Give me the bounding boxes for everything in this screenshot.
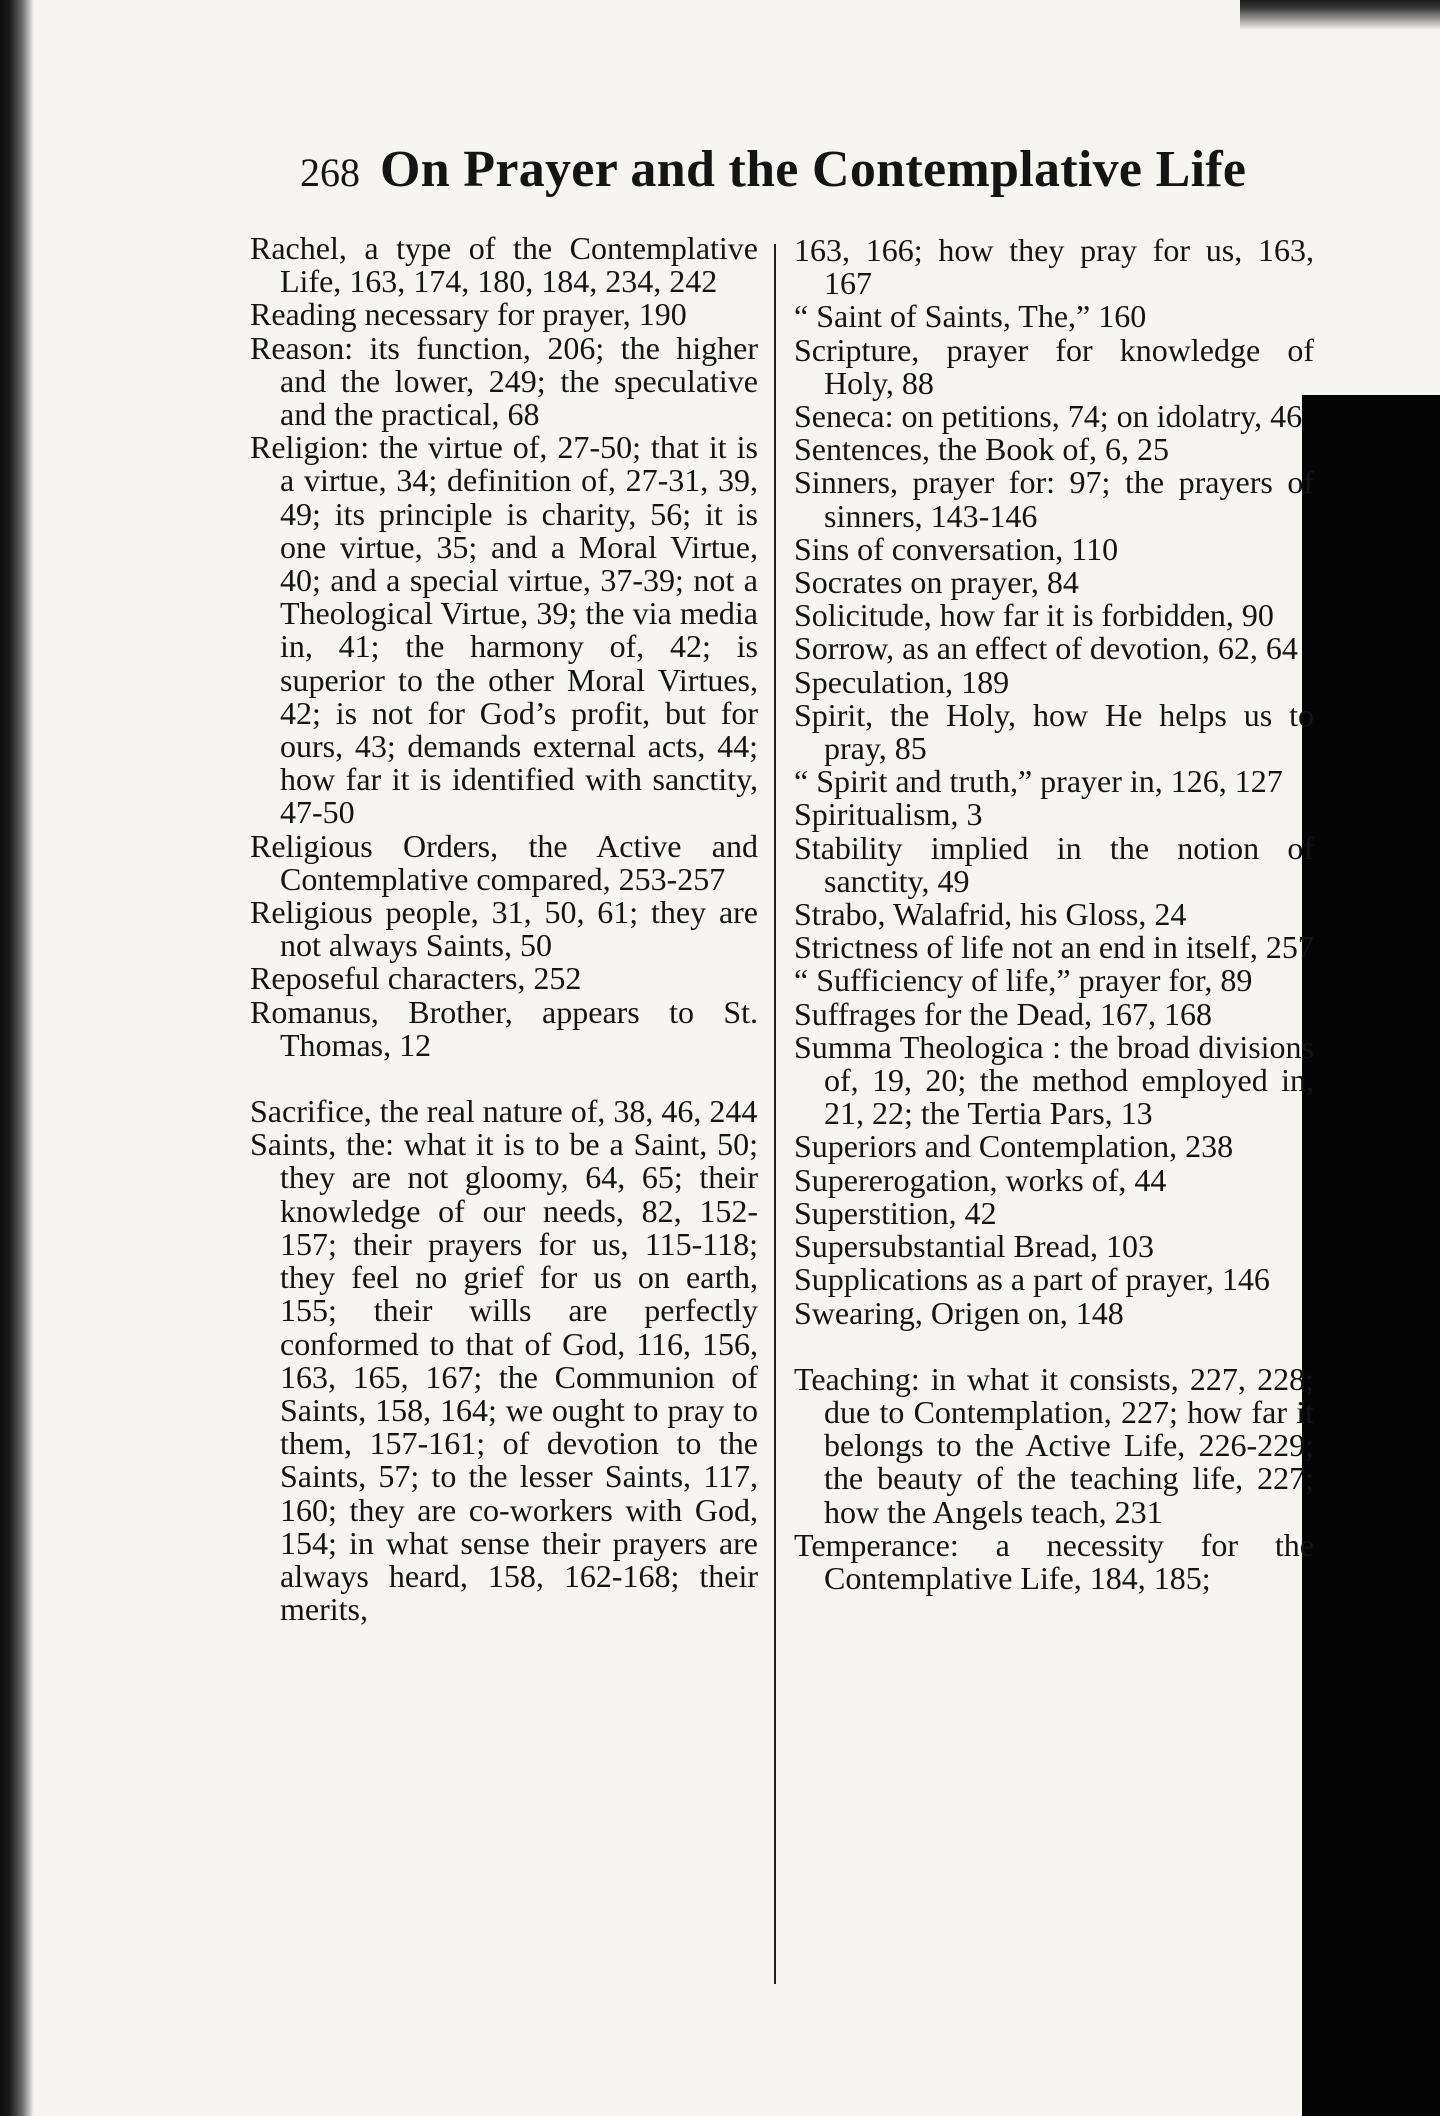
index-entry: Seneca: on petitions, 74; on idolatry, 46 <box>794 398 1303 435</box>
scan-shadow-left <box>0 0 34 2116</box>
index-entry: Reason: its function, 206; the higher and the lower, 249; the speculative and the practical, 68 <box>250 329 758 433</box>
index-entry: Supplications as a part of prayer, 146 <box>794 1261 1270 1298</box>
index-entry: Swearing, Origen on, 148 <box>794 1294 1124 1331</box>
column-divider <box>774 244 776 1984</box>
scan-shadow-top <box>1240 0 1440 30</box>
index-entry: Strabo, Walafrid, his Gloss, 24 <box>794 896 1187 933</box>
index-entry: Religion: the virtue of, 27-50; that it is a virtue, 34; definition of, 27-31, 39, 49; its principle is charity, 56; it is one virtue, 35; and a Moral Virtue, 40; and a special virtue, 37-39; not a Theological Virtue, 39; the via media in, 41; the harmony of, 42; is superior to the other Moral Virtues, 42; is not for God’s profit, but for ours, 43; demands external acts, 44; how far it is identified with sanctity, 47-50 <box>250 429 758 831</box>
index-entry: Supererogation, works of, 44 <box>794 1161 1167 1198</box>
index-entry: Summa Theologica : the broad divisions of, 19, 20; the method employed in, 21, 22; the Tertia Pars, 13 <box>794 1028 1314 1132</box>
index-entry: Romanus, Brother, appears to St. Thomas, 12 <box>250 993 758 1063</box>
index-entry: Sorrow, as an effect of devotion, 62, 64 <box>794 630 1298 667</box>
index-entry: Superiors and Contemplation, 238 <box>794 1128 1234 1165</box>
letter-section-gap <box>794 1330 1314 1363</box>
index-entry: Scripture, prayer for knowledge of Holy, 88 <box>794 331 1314 401</box>
index-entry: Sinners, prayer for: 97; the prayers of sinners, 143-146 <box>794 464 1314 534</box>
index-column-right <box>794 234 1314 1595</box>
index-entry: “ Sufficiency of life,” prayer for, 89 <box>794 962 1253 999</box>
index-entry: Rachel, a type of the Contemplative Life, 163, 174, 180, 184, 234, 242 <box>250 230 758 300</box>
index-entry: 163, 166; how they pray for us, 163, 167 <box>794 232 1314 302</box>
index-entry: Religious Orders, the Active and Contemplative compared, 253-257 <box>250 827 758 897</box>
index-entry: Superstition, 42 <box>794 1194 997 1231</box>
index-entry: Sacrifice, the real nature of, 38, 46, 244 <box>250 1093 758 1130</box>
running-head <box>300 140 1300 220</box>
index-entry: “ Spirit and truth,” prayer in, 126, 127 <box>794 763 1283 800</box>
letter-section-gap <box>250 1062 758 1095</box>
index-entry: Solicitude, how far it is forbidden, 90 <box>794 597 1274 634</box>
index-entry: Spiritualism, 3 <box>794 796 983 833</box>
index-entry: Saints, the: what it is to be a Saint, 50; they are not gloomy, 64, 65; their knowledge of our needs, 82, 152-157; their prayers for us, 115-118; they feel no grief for us on earth, 155; their wills are perfectly conformed to that of God, 116, 156, 163, 165, 167; the Communion of Saints, 158, 164; we ought to pray to them, 157-161; of devotion to the Saints, 57; to the lesser Saints, 117, 160; they are co-workers with God, 154; in what sense their prayers are always heard, 158, 162-168; their merits, <box>250 1126 758 1628</box>
scan-shadow-right <box>1302 395 1440 2116</box>
index-entry: Suffrages for the Dead, 167, 168 <box>794 995 1212 1032</box>
index-entry: Reading necessary for prayer, 190 <box>250 296 687 333</box>
index-entry: Strictness of life not an end in itself, 257 <box>794 929 1314 966</box>
index-entry: Sins of conversation, 110 <box>794 530 1119 567</box>
index-entry: Spirit, the Holy, how He helps us to pray, 85 <box>794 696 1314 767</box>
page-number: 268 <box>300 150 360 195</box>
index-entry: Socrates on prayer, 84 <box>794 564 1079 601</box>
index-column-left <box>250 232 758 1626</box>
index-entry: Temperance: a necessity for the Contemplative Life, 184, 185; <box>794 1526 1314 1596</box>
index-entry: Teaching: in what it consists, 227, 228; due to Contemplation, 227; how far it belongs to the Active Life, 226-229; the beauty of the teaching life, 227; how the Angels teach, 231 <box>794 1360 1314 1530</box>
index-entry: Speculation, 189 <box>794 663 1010 700</box>
index-entry: Reposeful characters, 252 <box>250 960 582 997</box>
index-entry: “ Saint of Saints, The,” 160 <box>794 298 1147 335</box>
index-entry: Religious people, 31, 50, 61; they are not always Saints, 50 <box>250 894 758 964</box>
index-entry: Stability implied in the notion of sanctity, 49 <box>794 829 1314 899</box>
index-entry: Sentences, the Book of, 6, 25 <box>794 431 1170 468</box>
book-title: On Prayer and the Contemplative Life <box>380 141 1247 198</box>
index-entry: Supersubstantial Bread, 103 <box>794 1228 1154 1265</box>
